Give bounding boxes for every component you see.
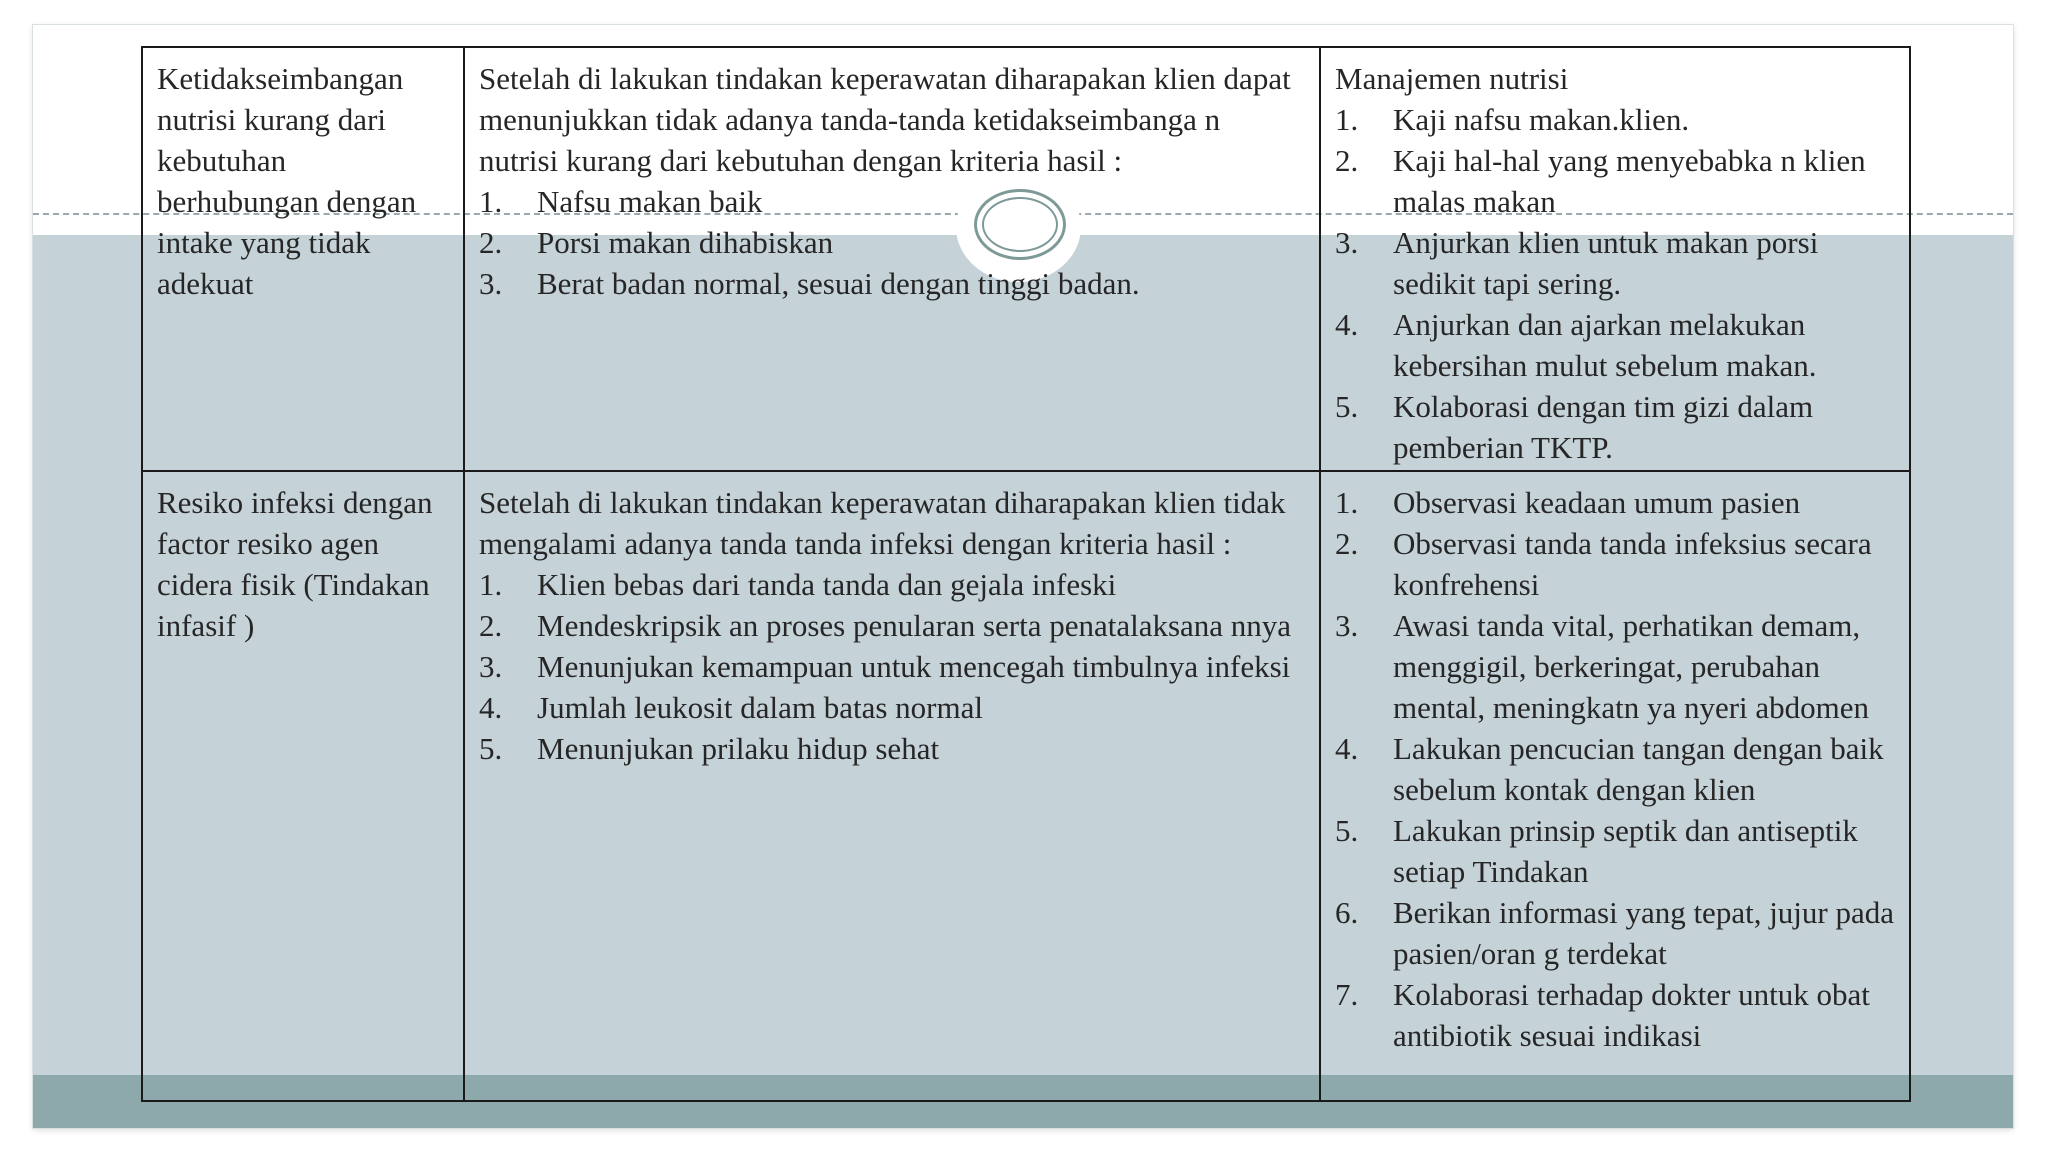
list-item: 2. Kaji hal-hal yang menyebabka n klien malas makan bbox=[1335, 143, 1866, 219]
intervention-list bbox=[1335, 99, 1895, 468]
list-item: 4. Jumlah leukosit dalam batas normal bbox=[479, 690, 983, 725]
list-item: 3. Berat badan normal, sesuai dengan tinggi badan. bbox=[479, 266, 1140, 301]
list-item: 2. Observasi tanda tanda infeksius secara konfrehensi bbox=[1335, 526, 1872, 602]
diagnosis-text: Resiko infeksi dengan factor resiko agen cidera fisik (Tindakan infasif ) bbox=[157, 485, 433, 643]
diagnosis-cell bbox=[142, 47, 464, 471]
diagnosis-text: Ketidakseimbangan nutrisi kurang dari kebutuhan berhubungan dengan intake yang tidak adekuat bbox=[157, 61, 417, 301]
list-item: 7. Kolaborasi terhadap dokter untuk obat antibiotik sesuai indikasi bbox=[1335, 977, 1870, 1053]
list-item: 1. Observasi keadaan umum pasien bbox=[1335, 485, 1801, 520]
intervention-cell bbox=[1320, 471, 1910, 1101]
list-item: 1. Klien bebas dari tanda tanda dan gejala infeski bbox=[479, 567, 1117, 602]
list-item: 2. Porsi makan dihabiskan bbox=[479, 225, 834, 260]
list-item: 3. Anjurkan klien untuk makan porsi sedikit tapi sering. bbox=[1335, 225, 1819, 301]
outcome-intro: Setelah di lakukan tindakan keperawatan diharapakan klien tidak mengalami adanya tanda tanda infeksi dengan kriteria hasil : bbox=[479, 485, 1286, 561]
nursing-care-table bbox=[141, 46, 1911, 1102]
outcome-intro: Setelah di lakukan tindakan keperawatan diharapakan klien dapat menunjukkan tidak adanya tanda-tanda ketidakseimbanga n nutrisi kurang dari kebutuhan dengan kriteria hasil : bbox=[479, 61, 1291, 178]
list-item: 5. Lakukan prinsip septik dan antiseptik setiap Tindakan bbox=[1335, 813, 1858, 889]
list-item: 2. Mendeskripsik an proses penularan serta penatalaksana nnya bbox=[479, 608, 1292, 643]
outcome-cell bbox=[464, 471, 1320, 1101]
list-item: 3. Menunjukan kemampuan untuk mencegah timbulnya infeksi bbox=[479, 649, 1291, 684]
list-item: 6. Berikan informasi yang tepat, jujur pada pasien/oran g terdekat bbox=[1335, 895, 1895, 971]
intervention-cell bbox=[1320, 47, 1910, 471]
list-item: 5. Menunjukan prilaku hidup sehat bbox=[479, 731, 940, 766]
outcome-list bbox=[479, 564, 1305, 769]
outcome-list bbox=[479, 181, 1305, 304]
intervention-list bbox=[1335, 482, 1895, 1056]
list-item: 4. Anjurkan dan ajarkan melakukan kebersihan mulut sebelum makan. bbox=[1335, 307, 1817, 383]
intervention-title: Manajemen nutrisi bbox=[1335, 61, 1569, 96]
list-item: 1. Nafsu makan baik bbox=[479, 184, 763, 219]
diagnosis-cell bbox=[142, 471, 464, 1101]
table-row bbox=[142, 471, 1910, 1101]
slide bbox=[33, 25, 2013, 1128]
outcome-cell bbox=[464, 47, 1320, 471]
list-item: 4. Lakukan pencucian tangan dengan baik sebelum kontak dengan klien bbox=[1335, 731, 1884, 807]
list-item: 1. Kaji nafsu makan.klien. bbox=[1335, 102, 1690, 137]
table-row bbox=[142, 47, 1910, 471]
list-item: 3. Awasi tanda vital, perhatikan demam, menggigil, berkeringat, perubahan mental, meningkatn ya nyeri abdomen bbox=[1335, 608, 1870, 725]
list-item: 5. Kolaborasi dengan tim gizi dalam pemberian TKTP. bbox=[1335, 389, 1814, 465]
